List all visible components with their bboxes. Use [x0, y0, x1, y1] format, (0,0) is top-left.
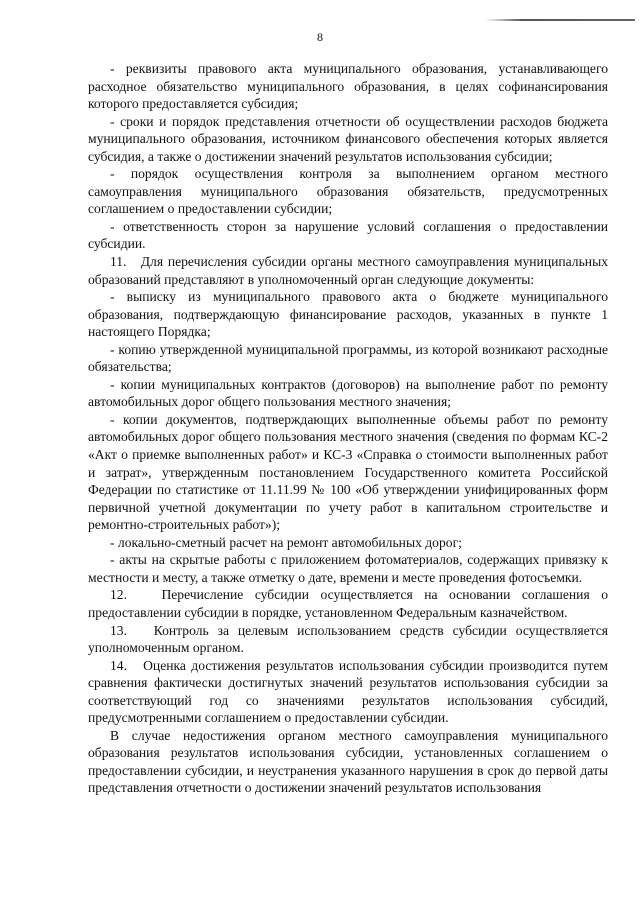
paragraph-control-procedure: - порядок осуществления контроля за выполнением органом местного самоуправления муниципального образования обязательств, предусмотренных соглашением о предоставлении субсидии;	[88, 166, 608, 217]
paragraph-hidden-works: - акты на скрытые работы с приложением фотоматериалов, содержащих привязку к местности и месту, а также отметку о дате, времени и месте проведения фотосъемки.	[88, 552, 608, 585]
paragraph-program-copy: - копию утвержденной муниципальной программы, из которой возникают расходные обязательства;	[88, 341, 608, 375]
paragraph-budget-extract: - выписку из муниципального правового акта о бюджете муниципального образования, подтверждающую финансирование расходов, указанных в пункте 1 настоящего Порядка;	[88, 289, 608, 340]
clause-11: 11. Для перечисления субсидии органы местного самоуправления муниципальных образований представляют в уполномоченный орган следующие документы:	[88, 254, 608, 287]
clause-13: 13. Контроль за целевым использованием средств субсидии осуществляется уполномоченным органом.	[88, 622, 608, 656]
paragraph-work-documents: - копии документов, подтверждающих выполненные объемы работ по ремонту автомобильных дорог общего пользования местного значения (сведения по формам КС-2 «Акт о приемке выполненных работ» и КС-3 «Справка о стоимости выполненных работ и затрат», утвержденным постановлением Государственного комитета Российской Федерации по статистике от 11.11.99 № 100 «Об утверждении унифицированных форм первичной учетной документации по учету работ в капитальном строительстве и ремонтно-строительных работ»);	[88, 411, 608, 533]
scan-artifact-line	[485, 19, 635, 21]
paragraph-non-achievement: В случае недостижения органом местного самоуправления муниципального образования результатов использования субсидии, установленных соглашением о предоставлении субсидии, и неустранения указанного нарушения в срок до первой даты представления отчетности о достижении значений результатов использования	[88, 727, 608, 796]
paragraph-reporting-terms: - сроки и порядок представления отчетности об осуществлении расходов бюджета муниципального образования, источником финансового обеспечения которых является субсидия, а также о достижении значений результатов использования субсидии;	[88, 113, 608, 164]
paragraph-requisites: - реквизиты правового акта муниципального образования, устанавливающего расходное обязательство муниципального образования, в целях софинансирования которого предоставляется субсидия;	[88, 61, 608, 112]
document-body	[88, 60, 608, 797]
paragraph-responsibility: - ответственность сторон за нарушение условий соглашения о предоставлении субсидии.	[88, 218, 608, 252]
paragraph-estimate: - локально-сметный расчет на ремонт автомобильных дорог;	[110, 534, 462, 550]
clause-12: 12. Перечисление субсидии осуществляется на основании соглашения о предоставлении субсидии в порядке, установленном Федеральным казначейством.	[88, 587, 608, 620]
page-number: 8	[317, 30, 323, 44]
paragraph-contract-copies: - копии муниципальных контрактов (договоров) на выполнение работ по ремонту автомобильных дорог общего пользования местного значения;	[88, 376, 608, 410]
clause-14: 14. Оценка достижения результатов использования субсидии производится путем сравнения фактически достигнутых значений результатов использования субсидии за соответствующий год со значениями результатов использования субсидий, предусмотренными соглашением о предоставлении субсидии.	[88, 657, 608, 726]
